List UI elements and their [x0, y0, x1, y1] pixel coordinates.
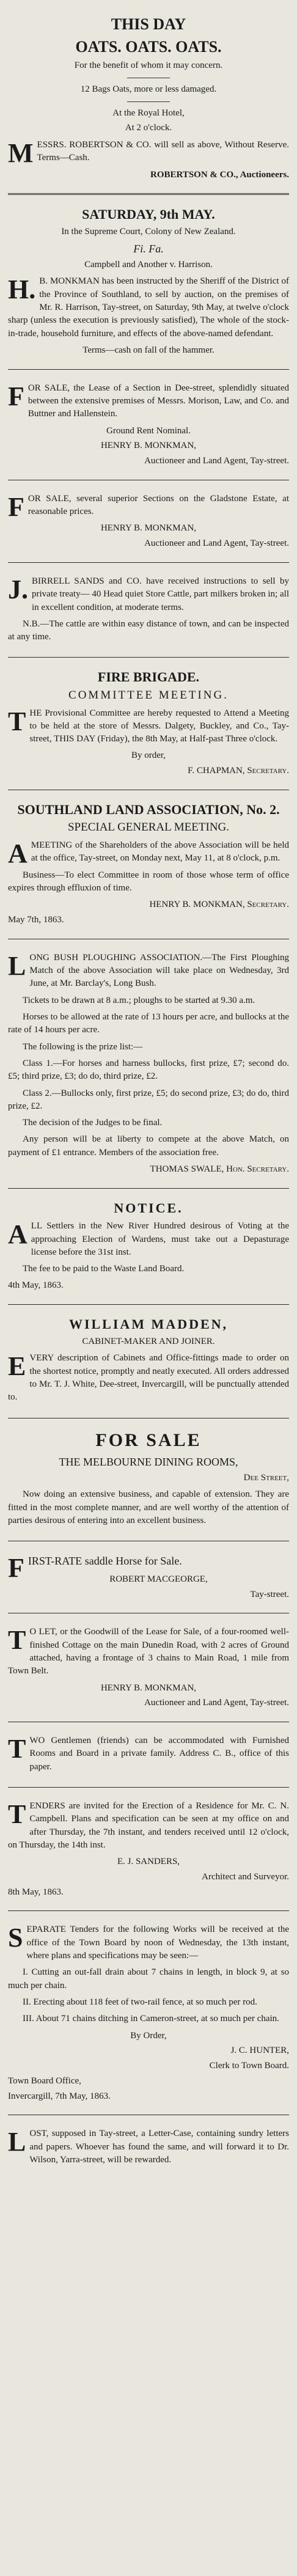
- ad-subheading: CABINET-MAKER AND JOINER.: [82, 1336, 215, 1346]
- ad-cattle-sale: [8, 563, 289, 658]
- ad-body: MESSRS. ROBERTSON & CO. will sell as above, Without Reserve. Terms—Cash.: [8, 138, 289, 168]
- ad-signature: ROBERT MACGEORGE,: [109, 1574, 208, 1584]
- ad-signature-title: Auctioneer and Land Agent, Tay-street.: [144, 538, 289, 549]
- newspaper-column: [8, 0, 289, 2180]
- ad-text: The fee to be paid to the Waste Land Board.: [23, 1264, 185, 1274]
- ad-body: H.B. MONKMAN has been instructed by the Sheriff of the District of the Province of Southland, to sell by auction, on the premises of Mr. R. Harrison, Tay-street, on Saturday, 9th May, at twelve o'clock sharp (unless the execution is previously satisfied), The whole of the stock-in-trade, household furniture, and effects of the above-named defendant.: [8, 274, 289, 339]
- ad-subheading: COMMITTEE MEETING.: [68, 688, 229, 702]
- ad-signature: HENRY B. MONKMAN,: [100, 523, 197, 534]
- ad-heading: NOTICE.: [114, 1200, 183, 1216]
- ad-signature: ROBERTSON & CO., Auctioneers.: [150, 169, 289, 180]
- ad-text: Business—To elect Committee in room of those whose term of office expires through effluxion of time.: [8, 870, 289, 894]
- ad-text: Campbell and Another v. Harrison.: [84, 259, 213, 270]
- ad-signature: THOMAS SWALE, Hon. Secretary.: [150, 1164, 289, 1174]
- ad-body: ALL Settlers in the New River Hundred desirous of Voting at the approaching Election of Wardens, must take out a Depasturage license before the 31st inst.: [8, 1219, 289, 1257]
- ad-text: Ground Rent Nominal.: [106, 425, 191, 436]
- ad-subheading: THE MELBOURNE DINING ROOMS,: [59, 1455, 238, 1468]
- ad-body: EVERY description of Cabinets and Office-fittings made to order on the shortest notice, promptly and neatly executed. All orders addressed to Mr. T. J. White, Dee-street, Invercargill, will be punctually attended to.: [8, 1351, 289, 1403]
- ad-body: J.BIRRELL SANDS and CO. have received instructions to sell by private treaty— 40 Head quiet Store Cattle, part milkers broken in; all in excellent condition, at moderate terms.: [8, 574, 289, 612]
- ad-text: Dee Street,: [243, 1472, 289, 1483]
- ad-prize-class: Class 1.—For horses and harness bullocks, first prize, £7; second do. £5; third prize, £3; do do, third prize, £2.: [8, 1058, 289, 1082]
- ad-heading: FOR SALE: [95, 1429, 202, 1450]
- ad-body: FIRST-RATE saddle Horse for Sale.: [8, 1553, 182, 1583]
- ad-saddle-horse: [8, 1541, 289, 1613]
- ad-melbourne-dining-rooms: [8, 1418, 289, 1542]
- ad-text: The following is the prize list:—: [23, 1041, 143, 1052]
- ad-supreme-court-sale: [8, 195, 289, 369]
- ad-signature-title: Clerk to Town Board.: [209, 2061, 289, 2071]
- ad-body: TENDERS are invited for the Erection of a Residence for Mr. C. N. Campbell. Plans and specification can be seen at my office on and after Thursday, the 7th instant, and tenders received until 12 o'clock, on Thursday, the 14th inst.: [8, 1799, 289, 1850]
- ad-ploughing-match: [8, 939, 289, 1189]
- ad-body: THE Provisional Committee are hereby requested to Attend a Meeting to be held at the store of Messrs. Dalgety, Buckley, and Co., Tay-street, THIS DAY (Friday), the 8th May, at Half-past Three o'clock.: [8, 706, 289, 744]
- ad-body: FOR SALE, several superior Sections on the Gladstone Estate, at reasonable prices.: [8, 491, 289, 522]
- ad-text: Any person will be at liberty to compete at the above Match, on payment of £1 entrance. Members of the association free.: [8, 1134, 289, 1158]
- ad-list-item: II. Erecting about 118 feet of two-rail fence, at so much per rod.: [23, 1997, 257, 2007]
- ad-text: At 2 o'clock.: [125, 123, 172, 133]
- ad-body: SEPARATE Tenders for the following Works will be received at the office of the Town Board by noon of Wednesday, the 13th instant, where plans and specifications may be seen:—: [8, 1923, 289, 1961]
- ad-text: In the Supreme Court, Colony of New Zealand.: [61, 226, 236, 237]
- ad-lease-dee-street: [8, 370, 289, 480]
- ad-text: At the Royal Hotel,: [112, 108, 185, 118]
- ad-text: Tickets to be drawn at 8 a.m.; ploughs to be started at 9.30 a.m.: [23, 995, 255, 1005]
- ad-text: 12 Bags Oats, more or less damaged.: [80, 84, 217, 94]
- ad-date: May 7th, 1863.: [8, 915, 64, 925]
- ad-list-item: III. About 71 chains ditching in Cameron-street, at so much per chain.: [23, 2014, 279, 2024]
- ad-to-let-cottage: [8, 1613, 289, 1722]
- ad-body: Now doing an extensive business, and capable of extension. They are fitted in the most complete manner, and are well worthy of the attention of parties desirous of entering into an excellent business.: [8, 1489, 289, 1526]
- ad-gladstone-sections: [8, 480, 289, 563]
- ad-text: By Order,: [130, 2030, 167, 2041]
- ad-prize-class: Class 2.—Bullocks only, first prize, £5; do second prize, £3; do do, third prize, £2.: [8, 1088, 289, 1111]
- ad-text: Terms—cash on fall of the hammer.: [82, 345, 215, 355]
- ad-heading: WILLIAM MADDEN,: [68, 1316, 229, 1332]
- ad-date: 8th May, 1863.: [8, 1887, 64, 1897]
- ad-body: TWO Gentlemen (friends) can be accommodated with Furnished Rooms and Board in a private family. Address C. B., office of this paper.: [8, 1734, 289, 1772]
- ad-heading: SOUTHLAND LAND ASSOCIATION, No. 2.: [17, 801, 280, 817]
- ad-signature: F. CHAPMAN, Secretary.: [188, 766, 289, 776]
- ad-signature: HENRY B. MONKMAN,: [100, 1682, 197, 1693]
- ad-signature-title: Architect and Surveyor.: [202, 1871, 289, 1882]
- ad-date: Invercargill, 7th May, 1863.: [8, 2091, 111, 2101]
- ad-signature-title: Auctioneer and Land Agent, Tay-street.: [144, 456, 289, 466]
- ad-body: FOR SALE, the Lease of a Section in Dee-street, splendidly situated between the extensive premises of Messrs. Morison, Law, and Co. and Buttner and Hallenstein.: [8, 381, 289, 419]
- ad-land-association: [8, 790, 289, 939]
- ad-signature-title: Auctioneer and Land Agent, Tay-street.: [144, 1698, 289, 1708]
- ad-subheading: SPECIAL GENERAL MEETING.: [67, 821, 230, 834]
- ad-notice-settlers: [8, 1189, 289, 1305]
- ad-william-madden: [8, 1305, 289, 1418]
- ad-tenders-residence: [8, 1788, 289, 1911]
- ad-lost-letter-case: [8, 2115, 289, 2180]
- ad-heading: THIS DAY: [111, 15, 186, 33]
- ad-text: Town Board Office,: [8, 2075, 81, 2086]
- ad-oats: [8, 4, 289, 195]
- ad-heading: SATURDAY, 9th MAY.: [82, 207, 215, 222]
- ad-town-board-tenders: [8, 1911, 289, 2115]
- ad-signature-title: Tay-street.: [250, 1589, 289, 1599]
- ad-date: 4th May, 1863.: [8, 1280, 64, 1291]
- ad-list-item: I. Cutting an out-fall drain about 7 chains in length, in block 9, at so much per chain.: [8, 1967, 289, 1991]
- ad-fire-brigade: [8, 658, 289, 790]
- ad-text: By order,: [131, 750, 166, 761]
- ad-signature: J. C. HUNTER,: [230, 2046, 289, 2056]
- ad-signature: E. J. SANDERS,: [117, 1857, 180, 1867]
- ad-note: N.B.—The cattle are within easy distance of town, and can be inspected at any time.: [8, 618, 289, 642]
- ad-text: For the benefit of whom it may concern.: [74, 61, 223, 70]
- ad-text: Horses to be allowed at the rate of 13 hours per acre, and bullocks at the rate of 14 hours per acre.: [8, 1012, 289, 1035]
- ad-body: LONG BUSH PLOUGHING ASSOCIATION.—The First Ploughing Match of the above Association will take place on Wednesday, 3rd June, at Mr. Barclay's, Long Bush.: [8, 950, 289, 989]
- ad-text: Fi. Fa.: [133, 242, 164, 255]
- ad-subheading: OATS. OATS. OATS.: [75, 37, 222, 56]
- ad-body: LOST, supposed in Tay-street, a Letter-Case, containing sundry letters and papers. Whoever has found the same, and will forward it to Dr. Wilson, Yarra-street, will be rewarded.: [8, 2127, 289, 2165]
- ad-furnished-rooms: [8, 1722, 289, 1788]
- ad-body: AMEETING of the Shareholders of the above Association will be held at the office, Tay-street, on Monday next, May 11, at 8 o'clock, p.m.: [8, 838, 289, 869]
- ad-signature: HENRY B. MONKMAN,: [100, 441, 197, 451]
- divider: [127, 101, 170, 102]
- ad-signature: HENRY B. MONKMAN, Secretary.: [149, 900, 289, 910]
- ad-body: TO LET, or the Goodwill of the Lease for Sale, of a four-roomed well-finished Cottage on the main Dunedin Road, with 2 acres of Ground attached, having a frontage of 3 chains to Main Road, 1 mile from Town Belt.: [8, 1625, 289, 1676]
- ad-text: The decision of the Judges to be final.: [23, 1118, 163, 1128]
- ad-heading: FIRE BRIGADE.: [97, 669, 200, 685]
